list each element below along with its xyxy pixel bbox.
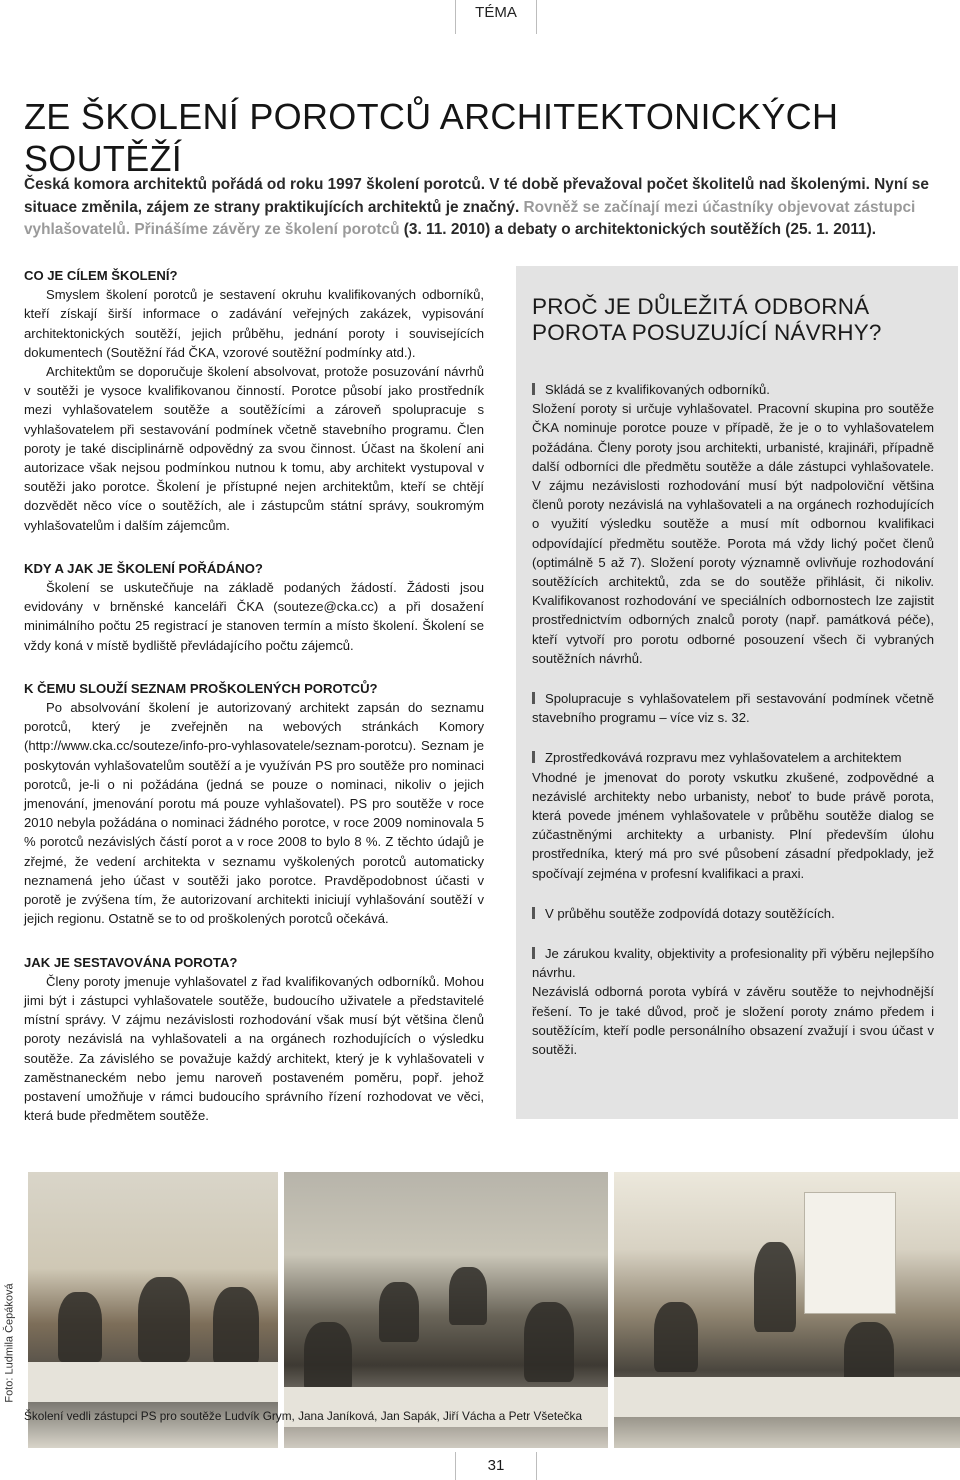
sidebar-item-text: Nezávislá odborná porota vybírá v závěru soutěže to nejvhodnější řešení. To je také důvod, proč je složení poroty známo předem i soutěžícím, kteří podle personálního obsazení zvažují i svou účast v soutěži. (532, 984, 934, 1058)
sidebar-item (532, 944, 934, 982)
bullet-bar-icon (532, 947, 535, 959)
lead-text-light: Rovněž se začínají mezi účastníky objevovat zástupci vyhlašovatelů. Přinášíme závěry ze školení porotců (24, 198, 916, 238)
photo-strip (28, 1172, 960, 1448)
left-column (24, 266, 484, 1125)
sidebar-heading: PROČ JE DŮLEŽITÁ ODBORNÁ POROTA POSUZUJÍCÍ NÁVRHY? (532, 294, 882, 345)
body-paragraph: Po absolvování školení je autorizovaný architekt zapsán do seznamu porotců, který je zveřejněn na webových stránkách Komory (http://www.cka.cc/souteze/info-pro-vyhlasovatele/seznam-porotcu). Seznam je poskytován vyhlašovatelům soutěží a je využíván PS pro soutěže pro nominaci porotců, je-li o ni požádána (jedná se pouze o nominaci, nikoliv o jejich jmenování, jmenování porotu má pouze vyhlašovatel). PS pro soutěže v roce 2010 nebyla požádána o nominaci žádného porotce, v roce 2009 nominovala 5 % porotců nezávislých částí porot a v roce 2008 to bylo 8 %. Z těchto údajů je zřejmé, že vedení architekta v seznamu vyškolených porotců automaticky neznamená jeho účast v soutěži jako porotce. Pravděpodobnost účasti v porotě je zvýšena tím, že autorizovaní architekti iniciují vyhlašování soutěží v jejich regionu. Ostatně se to od proškolených porotců očekává. (24, 700, 484, 927)
body-paragraph: Školení se uskutečňuje na základě podaných žádostí. Žádosti jsou evidovány v brněnské kanceláři ČKA (souteze@cka.cc) a při dosažení minimálního počtu 25 registrací je stanoven termín a místo školení. Školení se vždy koná v místě bydliště převládajícího počtu zájemců. (24, 580, 484, 653)
lead-text-dark-1: Česká komora architektů pořádá od roku 1997 školení porotců. V té době převažoval počet školitelů nad školenými. Nyní se situace změnila, zájem ze strany praktikujících architektů je značný. (24, 176, 929, 216)
photo-caption: Školení vedli zástupci PS pro soutěže Ludvík Grym, Jana Janíková, Jan Sapák, Jiří Vácha a Petr Všetečka (24, 1409, 583, 1423)
sidebar-box (516, 266, 958, 1119)
sidebar-item (532, 380, 934, 399)
sidebar-item (532, 748, 934, 767)
sidebar-item-title: Je zárukou kvality, objektivity a profesionality při výběru nejlepšího návrhu. (532, 946, 934, 981)
body-paragraph: Členy poroty jmenuje vyhlašovatel z řad kvalifikovaných odborníků. Mohou jimi být i zástupci vyhlašovatele soutěže, budoucího uživatele a představitelé místní správy. V zájmu nezávislosti rozhodování však musí být většina členů poroty nezávislá na vyhlašovateli a na orgánech rozhodujících o výsledku soutěže. Za závislého se považuje každý architekt, který je k vyhlašovateli v zaměstnaneckém nebo jemu naroveň postaveném poměru, popř. jehož postavení umožňuje v rámci budoucího správního řízení rozhodovat ve věci, která bude předmětem soutěže. (24, 973, 484, 1124)
sidebar-item (532, 904, 934, 923)
bullet-bar-icon (532, 383, 535, 395)
page-title: ZE ŠKOLENÍ POROTCŮ ARCHITEKTONICKÝCH SOUTĚŽÍ (24, 96, 839, 179)
sidebar-item-title: V průběhu soutěže zodpovídá dotazy soutěžících. (545, 905, 835, 921)
sidebar-item-title: Spolupracuje s vyhlašovatelem při sestavování podmínek včetně stavebního programu – více viz s. 32. (532, 691, 934, 726)
section-tag: TÉMA (455, 0, 537, 34)
section-heading: KDY A JAK JE ŠKOLENÍ POŘÁDÁNO? (24, 560, 263, 576)
sidebar-item-text: Vhodné je jmenovat do poroty vskutku zkušené, zodpovědné a nezávislé architekty nebo urbanisty, neboť to bude právě porota, která povede jménem vyhlašovatele v průběhu soutěže dialog se zúčastněnými architekty a urbanisty. Plní především úlohu prostředníka, který má pro své působení zásadní předpoklady, jež spočívají zejména v profesní kvalifikaci a praxi. (532, 769, 934, 881)
training-photo (614, 1172, 960, 1448)
page-number: 31 (455, 1452, 537, 1480)
lead-text-dark-2: (3. 11. 2010) a debaty o architektonických soutěžích (25. 1. 2011). (399, 221, 876, 238)
section-heading: JAK JE SESTAVOVÁNA POROTA? (24, 954, 238, 970)
bullet-bar-icon (532, 692, 535, 704)
sidebar-item (532, 689, 934, 727)
bullet-bar-icon (532, 907, 535, 919)
section-heading: K ČEMU SLOUŽÍ SEZNAM PROŠKOLENÝCH POROTCŮ? (24, 680, 378, 696)
sidebar-item-text: Složení poroty si určuje vyhlašovatel. Pracovní skupina pro soutěže ČKA nominuje porotce pouze v případě, že je o to vyhlašovatelem požádána. Členy poroty jsou architekti, urbanisté, krajináři, případně další odborníci dle předmětu soutěže a dále zástupci vyhlašovatele. V zájmu nezávislosti rozhodování musí být nadpoloviční většina členů poroty nezávislá na vyhlašovateli a na orgánech rozhodujících o využití výsledku soutěže a musí mít odbornou kvalifikaci odpovídající předmětu soutěže. Porota má vždy lichý počet členů (optimálně 5 až 7). Složení poroty významně ovlivňuje rozhodování soutěžících architektů, zda se do soutěže přihlásit, či nikoliv. Kvalifikovanost rozhodování ve speciálních odbornostech lze zajistit prostřednictvím odborných znalců poroty (např. památková péče), kteří vytvoří pro porotu odborné posouzení všech či vybraných soutěžních návrhů. (532, 401, 934, 666)
section-heading: CO JE CÍLEM ŠKOLENÍ? (24, 268, 178, 283)
body-paragraph: Architektům se doporučuje školení absolvovat, protože posuzování návrhů v soutěži je vysoce kvalifikovanou činností. Porotce působí jako prostředník mezi vyhlašovatelem soutěže a soutěžícími a zároveň spolupracuje s vyhlašovatelem při sestavování podmínek včetně stavebního programu. Člen poroty je také disciplinárně odpovědný za svou činnost. Účast na školení ani autorizace však nejsou podmínkou nutnou k tomu, aby architekt vystupoval v soutěži jako porotce. Školení je přístupné nejen architektům, kteří se chtějí dozvědět něco více o soutěžích, ale i zástupcům státní správy, soukromým vyhlašovatelům i dalším zájemcům. (24, 364, 484, 533)
sidebar-item-title: Skládá se z kvalifikovaných odborníků. (545, 382, 770, 397)
body-paragraph: Smyslem školení porotců je sestavení okruhu kvalifikovaných odborníků, kteří získají širší informace o zadávání veřejných zakázek, vypisování architektonických soutěží, jejich průběhu, jednání poroty i souvisejících dokumentech (Soutěžní řád ČKA, vzorové soutěžní podmínky atd.). (24, 287, 484, 360)
lead-paragraph (24, 174, 936, 242)
bullet-bar-icon (532, 751, 535, 763)
training-photo (284, 1172, 608, 1448)
sidebar-item-title: Zprostředkovává rozpravu mez vyhlašovatelem a architektem (545, 750, 902, 766)
training-photo (28, 1172, 278, 1448)
photo-credit: Foto: Ludmila Čepáková (4, 1283, 17, 1403)
